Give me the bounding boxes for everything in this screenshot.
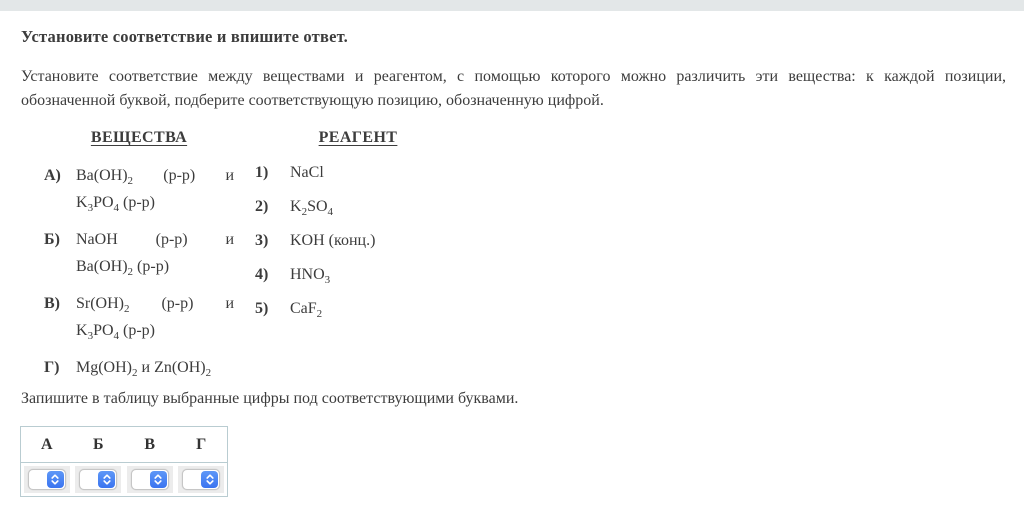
answer-picker-b bbox=[75, 466, 121, 493]
answer-select-v[interactable] bbox=[131, 469, 169, 490]
substance-label: В) bbox=[44, 295, 60, 312]
substance-formula-line: $Mg(OH)_2$ и $Zn(OH)_2$ bbox=[76, 359, 212, 380]
answer-table-body bbox=[21, 463, 227, 496]
stepper-arrows-icon bbox=[47, 471, 64, 488]
answer-select-a[interactable] bbox=[28, 469, 66, 490]
substance-formula-line: $Sr(OH)_2$ (р-р) и bbox=[76, 295, 234, 316]
substance-formula-line: $K_3PO_4$ (р-р) bbox=[76, 194, 155, 215]
substance-label: Б) bbox=[44, 231, 60, 248]
reagent-formula: KOH (конц.) bbox=[290, 232, 376, 249]
substance-item-g bbox=[44, 354, 234, 381]
answer-column-header-v: В bbox=[144, 435, 156, 453]
substance-item-v bbox=[44, 290, 234, 344]
reagent-number: 3) bbox=[255, 232, 269, 249]
answer-column-header-b: Б bbox=[92, 435, 104, 453]
reagent-item-1 bbox=[255, 162, 461, 183]
substance-formula-line: $Ba(OH)_2$ (р-р) и bbox=[76, 167, 234, 188]
reagent-item-4 bbox=[255, 264, 461, 285]
answer-picker-g bbox=[178, 466, 224, 493]
substances-header: ВЕЩЕСТВА bbox=[90, 129, 188, 146]
reagent-formula: CaF$_2$ bbox=[290, 300, 323, 321]
substance-label: А) bbox=[44, 167, 61, 184]
answer-column-header-g: Г bbox=[196, 435, 207, 453]
reagent-item-2 bbox=[255, 196, 461, 217]
answer-cell-a bbox=[21, 466, 73, 493]
answer-select-b[interactable] bbox=[79, 469, 117, 490]
substance-formula-line: NaOH (р-р) и bbox=[76, 231, 234, 248]
task-text: Установите соответствие между веществами и реагентом, с помощью которого можно различить эти вещества: к каждой позиции, обозначенной буквой, подберите соответствующую позицию, обозначенную цифрой. bbox=[21, 68, 1006, 109]
reagent-header: РЕАГЕНТ bbox=[318, 129, 398, 146]
answer-cell-b bbox=[73, 466, 125, 493]
substance-item-b bbox=[44, 226, 234, 280]
answer-select-g[interactable] bbox=[182, 469, 220, 490]
answer-picker-a bbox=[24, 466, 70, 493]
answer-column-header-a: А bbox=[40, 435, 53, 453]
reagent-number: 4) bbox=[255, 266, 269, 283]
answer-cell-v bbox=[124, 466, 176, 493]
reagent-formula: $K_2SO_4$ bbox=[290, 198, 334, 219]
substance-formula-line: $Ba(OH)_2$ (р-р) bbox=[76, 258, 170, 279]
substance-label: Г) bbox=[44, 359, 60, 376]
reagent-number: 1) bbox=[255, 164, 269, 181]
stepper-arrows-icon bbox=[201, 471, 218, 488]
substance-formula-line: $K_3PO_4$ (р-р) bbox=[76, 322, 155, 343]
answer-table-header bbox=[21, 427, 227, 463]
substances-column bbox=[44, 129, 234, 391]
reagent-item-3 bbox=[255, 230, 461, 251]
substance-item-a bbox=[44, 162, 234, 216]
reagent-item-5 bbox=[255, 298, 461, 319]
reagent-number: 5) bbox=[255, 300, 269, 317]
stepper-arrows-icon bbox=[98, 471, 115, 488]
reagent-number: 2) bbox=[255, 198, 269, 215]
write-instruction: Запишите в таблицу выбранные цифры под соответствующими буквами. bbox=[21, 390, 519, 407]
answer-picker-v bbox=[127, 466, 173, 493]
answer-table bbox=[20, 426, 228, 497]
reagents-column bbox=[255, 129, 461, 332]
stepper-arrows-icon bbox=[150, 471, 167, 488]
page-title: Установите соответствие и впишите ответ. bbox=[21, 27, 348, 46]
reagent-formula: NaCl bbox=[290, 164, 324, 181]
answer-cell-g bbox=[176, 466, 228, 493]
reagent-formula: $HNO_3$ bbox=[290, 266, 331, 287]
top-bar bbox=[0, 0, 1024, 11]
